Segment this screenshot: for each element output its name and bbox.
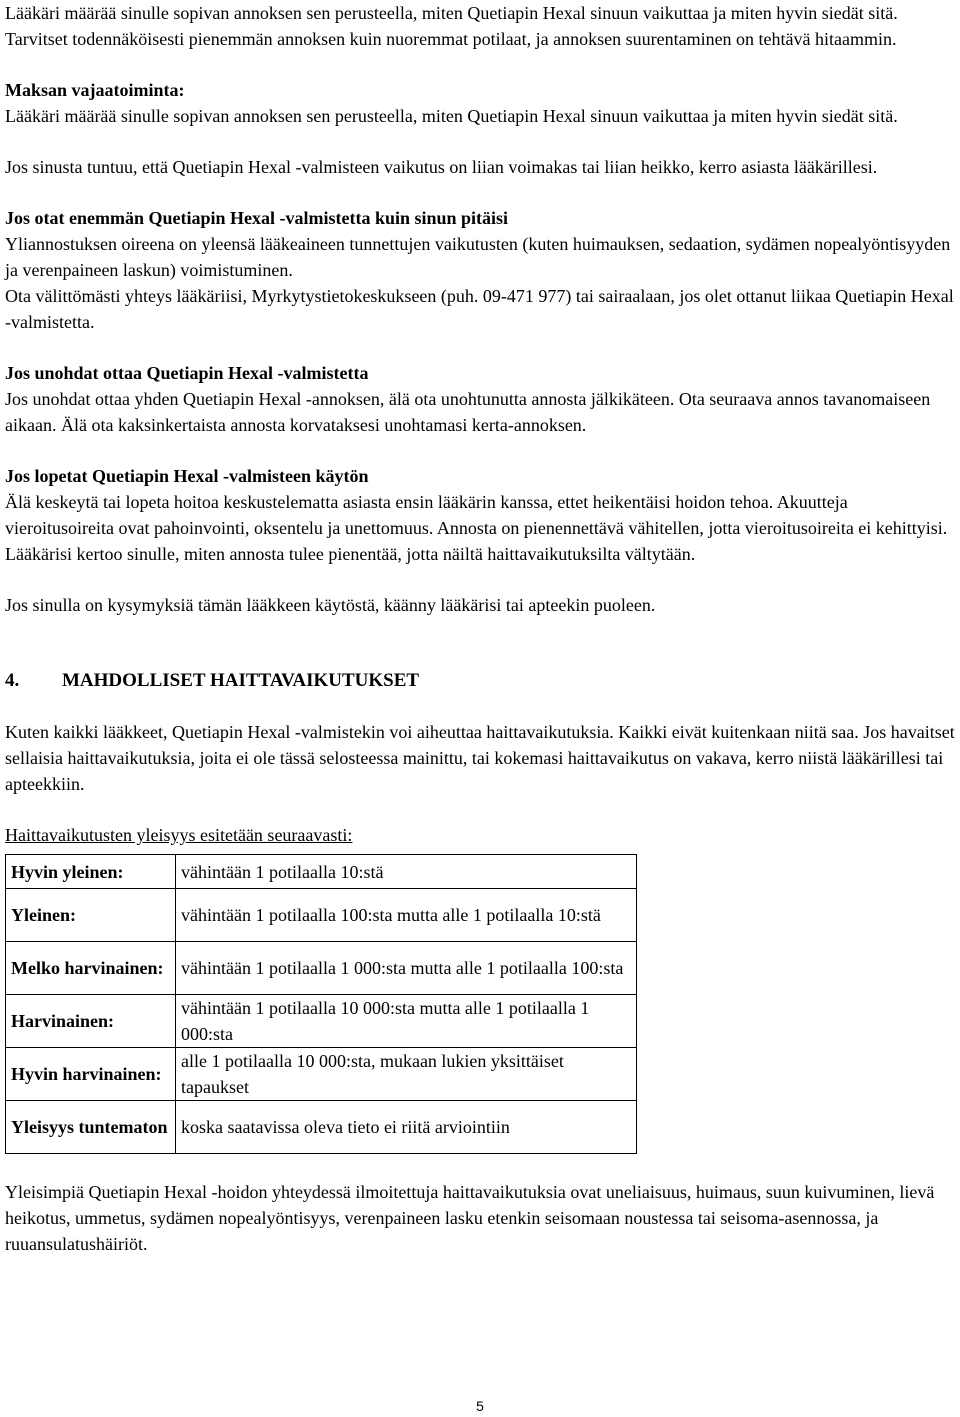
section-4-title xyxy=(5,668,957,694)
questions-paragraph: Jos sinulla on kysymyksiä tämän lääkkeen käytöstä, käänny lääkärisi tai apteekin puoleen. xyxy=(5,595,656,615)
table-row xyxy=(6,1101,637,1154)
frequency-caption: Haittavaikutusten yleisyys esitetään seuraavasti: xyxy=(5,825,353,845)
frequency-term: Hyvin harvinainen: xyxy=(6,1048,176,1101)
side-effects-intro: Kuten kaikki lääkkeet, Quetiapin Hexal -valmistekin voi aiheuttaa haittavaikutuksia. Kaikki eivät kuitenkaan niitä saa. Jos havaitset sellaisia haittavaikutuksia, joita ei ole tässä selosteessa mainittu, tai kokemasi haittavaikutus on vakava, kerro niistä lääkärillesi tai apteekkiin. xyxy=(5,722,955,794)
frequency-term: Hyvin yleinen: xyxy=(6,855,176,889)
forgot-paragraph: Jos unohdat ottaa yhden Quetiapin Hexal -annoksen, älä ota unohtunutta annosta jälkikäteen. Ota seuraava annos tavanomaiseen aikaan. Älä ota kaksinkertaista annosta korvataksesi unohtamasi kerta-annoksen. xyxy=(5,389,931,435)
forgot-heading: Jos unohdat ottaa Quetiapin Hexal -valmistetta xyxy=(5,363,369,383)
frequency-description: koska saatavissa oleva tieto ei riitä arviointiin xyxy=(176,1101,637,1154)
section-4-number: 4. xyxy=(5,670,20,691)
frequency-description: vähintään 1 potilaalla 100:sta mutta alle 1 potilaalla 10:stä xyxy=(176,889,637,942)
overdose-heading: Jos otat enemmän Quetiapin Hexal -valmistetta kuin sinun pitäisi xyxy=(5,208,509,228)
stop-heading: Jos lopetat Quetiapin Hexal -valmisteen käytön xyxy=(5,466,369,486)
table-row xyxy=(6,889,637,942)
overdose-paragraph-1: Yliannostuksen oireena on yleensä lääkeaineen tunnettujen vaikutusten (kuten huimauksen, sedaation, sydämen nopealyöntisyyden ja verenpaineen laskun) voimistuminen. xyxy=(5,234,951,280)
frequency-term: Melko harvinainen: xyxy=(6,942,176,995)
frequency-term: Yleisyys tuntematon xyxy=(6,1101,176,1154)
common-effects-paragraph: Yleisimpiä Quetiapin Hexal -hoidon yhteydessä ilmoitettuja haittavaikutuksia ovat uneliaisuus, huimaus, suun kuivuminen, lievä heikotus, ummetus, sydämen nopealyöntisyys, verenpaineen lasku etenkin seisomaan noustessa tai seisoma-asennossa, ja ruuansulatushäiriöt. xyxy=(5,1182,935,1254)
liver-heading: Maksan vajaatoiminta: xyxy=(5,80,185,100)
table-row xyxy=(6,1048,637,1101)
frequency-description: vähintään 1 potilaalla 10:stä xyxy=(176,855,637,889)
table-row xyxy=(6,995,637,1048)
table-row xyxy=(6,855,637,889)
frequency-table xyxy=(5,854,637,1154)
page-number: 5 xyxy=(476,1398,484,1414)
intro-paragraph: Lääkäri määrää sinulle sopivan annoksen sen perusteella, miten Quetiapin Hexal sinuun vaikuttaa ja miten hyvin siedät sitä. Tarvitset todennäköisesti pienemmän annoksen kuin nuoremmat potilaat, ja annoksen suurentaminen on tehtävä hitaammin. xyxy=(5,3,898,49)
frequency-term: Harvinainen: xyxy=(6,995,176,1048)
frequency-description: vähintään 1 potilaalla 1 000:sta mutta alle 1 potilaalla 100:sta xyxy=(176,942,637,995)
stop-paragraph: Älä keskeytä tai lopeta hoitoa keskustelematta asiasta ensin lääkärin kanssa, ettet heikentäisi hoidon tehoa. Akuutteja vieroitusoireita ovat pahoinvointi, oksentelu ja unettomuus. Annosta on pienennettävä vähitellen, jotta vieroitusoireita ei kehittyisi. Lääkärisi kertoo sinulle, miten annosta tulee pienentää, jotta näiltä haittavaikutuksilta vältytään. xyxy=(5,492,948,564)
table-row xyxy=(6,942,637,995)
frequency-description: vähintään 1 potilaalla 10 000:sta mutta alle 1 potilaalla 1 000:sta xyxy=(176,995,637,1048)
liver-paragraph: Lääkäri määrää sinulle sopivan annoksen sen perusteella, miten Quetiapin Hexal sinuun vaikuttaa ja miten hyvin siedät sitä. xyxy=(5,106,898,126)
section-4-title-text: MAHDOLLISET HAITTAVAIKUTUKSET xyxy=(62,670,420,691)
effect-note-paragraph: Jos sinusta tuntuu, että Quetiapin Hexal -valmisteen vaikutus on liian voimakas tai liian heikko, kerro asiasta lääkärillesi. xyxy=(5,157,878,177)
frequency-description: alle 1 potilaalla 10 000:sta, mukaan lukien yksittäiset tapaukset xyxy=(176,1048,637,1101)
document-page xyxy=(5,0,957,1257)
frequency-term: Yleinen: xyxy=(6,889,176,942)
overdose-paragraph-2: Ota välittömästi yhteys lääkäriisi, Myrkytystietokeskukseen (puh. 09-471 977) tai sairaalaan, jos olet ottanut liikaa Quetiapin Hexal -valmistetta. xyxy=(5,286,954,332)
